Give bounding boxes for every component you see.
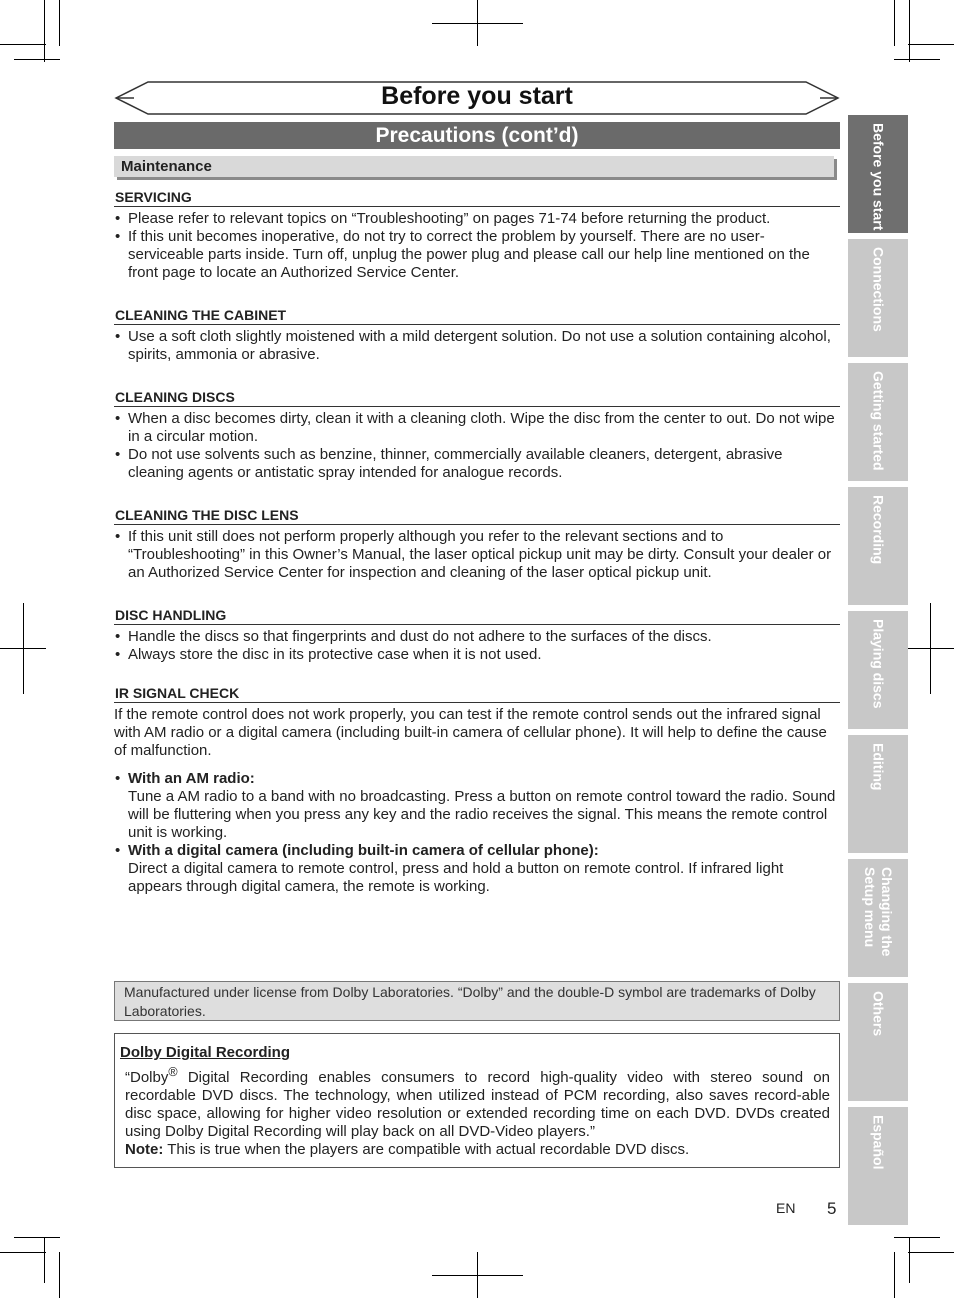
item-text: Tune a AM radio to a band with no broadcasting. Press a button on remote control toward the radio. Sound will be fluttering when you press any key and the radio receives the signal. This means the remote control unit is working. <box>128 788 836 841</box>
maintenance-label: Maintenance <box>114 156 834 177</box>
tab-label: Recording <box>870 495 887 565</box>
list-item <box>114 842 840 896</box>
section-heading: CLEANING THE CABINET <box>114 304 840 325</box>
dolby-title: Dolby Digital Recording <box>120 1044 291 1061</box>
page-number: 5 <box>827 1199 837 1218</box>
tab-label: Español <box>870 1115 887 1170</box>
dolby-box <box>114 1033 840 1168</box>
title-banner <box>114 80 840 116</box>
dolby-body <box>120 1063 830 1141</box>
ir-intro: If the remote control does not work properly, you can test if the remote control sends out the infrared signal with AM radio or a digital camera (including built-in camera of cellular phone). It will help to define the cause of malfunction. <box>114 706 827 759</box>
license-notice: Manufactured under license from Dolby Laboratories. “Dolby” and the double-D symbol are trademarks of Dolby Laboratories. <box>114 981 840 1021</box>
section-heading: DISC HANDLING <box>114 604 840 625</box>
tab-getting-started[interactable] <box>848 363 908 481</box>
tab-label: Editing <box>870 743 887 791</box>
tab-before-you-start[interactable] <box>848 115 908 233</box>
tab-label: Connections <box>870 247 887 332</box>
tab-label: Before you start <box>870 123 887 231</box>
list-item: • Always store the disc in its protective case when it is not used. <box>114 646 840 664</box>
list-item: • Use a soft cloth slightly moistened with a mild detergent solution. Do not use a solution containing alcohol, spirits, ammonia or abrasive. <box>114 328 840 364</box>
servicing-section <box>114 186 840 282</box>
item-text: Direct a digital camera to remote control, press and hold a button on remote control. If infrared light appears through digital camera, the remote is working. <box>128 860 784 895</box>
list-item: • If this unit still does not perform properly although you refer to the relevant sections and to “Troubleshooting” in this Owner’s Manual, the laser optical pickup unit may be dirty. Consult your dealer or an Authorized Service Center for inspection and cleaning of the laser optical pickup unit. <box>114 528 840 582</box>
list-item: • Handle the discs so that fingerprints and dust do not adhere to the surfaces of the discs. <box>114 628 840 646</box>
tab-espanol[interactable] <box>848 1107 908 1225</box>
tab-label: Getting started <box>870 371 887 471</box>
tab-label: Changing the Setup menu <box>862 867 895 957</box>
page-title: Before you start <box>381 82 573 110</box>
tab-others[interactable] <box>848 983 908 1101</box>
section-heading: CLEANING THE DISC LENS <box>114 504 840 525</box>
section-heading: SERVICING <box>114 186 840 207</box>
list-item: • When a disc becomes dirty, clean it with a cleaning cloth. Wipe the disc from the center to out. Do not wipe in a circular motion. <box>114 410 840 446</box>
dolby-note <box>120 1141 830 1159</box>
section-heading: CLEANING DISCS <box>114 386 840 407</box>
tab-label: Playing discs <box>870 619 887 709</box>
tab-editing[interactable] <box>848 735 908 853</box>
cleaning-lens-section <box>114 504 840 582</box>
list-item <box>114 770 840 842</box>
dolby-quote: “Dolby <box>125 1069 169 1086</box>
tab-recording[interactable] <box>848 487 908 605</box>
content <box>114 186 840 896</box>
tab-connections[interactable] <box>848 239 908 357</box>
item-title: • With a digital camera (including built-in camera of cellular phone): <box>128 842 599 859</box>
section-title: Precautions (cont’d) <box>114 122 840 149</box>
tab-playing-discs[interactable] <box>848 611 908 729</box>
list-item: • If this unit becomes inoperative, do not try to correct the problem by yourself. There are no user-serviceable parts inside. Turn off, unplug the power plug and please call our help line mentioned on the front page to locate an Authorized Service Center. <box>114 228 840 282</box>
list-item: • Do not use solvents such as benzine, thinner, commercially available cleaners, detergent, abrasive cleaning agents or antistatic spray intended for analogue records. <box>114 446 840 482</box>
cleaning-discs-section <box>114 386 840 482</box>
registered-mark: ® <box>168 1065 178 1079</box>
item-title: • With an AM radio: <box>128 770 255 787</box>
note-label: Note: <box>125 1141 164 1158</box>
cleaning-cabinet-section <box>114 304 840 364</box>
list-item: • Please refer to relevant topics on “Troubleshooting” on pages 71-74 before returning the product. <box>114 210 840 228</box>
section-heading: IR SIGNAL CHECK <box>114 682 840 703</box>
dolby-text: Digital Recording enables consumers to record high-quality video with stereo sound on recordable DVD discs. The technology, when utilized instead of PCM recording, also saves record-able disc space, allowing for higher video resolution or extended recording time on each DVD. DVDs created using Dolby Digital Recording will play back on all DVD-Video players.” <box>125 1069 830 1140</box>
ir-signal-section <box>114 682 840 896</box>
tab-label: Others <box>870 991 887 1037</box>
tab-setup-menu[interactable] <box>848 859 908 977</box>
note-text: This is true when the players are compatible with actual recordable DVD discs. <box>163 1141 690 1158</box>
language-code: EN <box>776 1200 796 1216</box>
disc-handling-section <box>114 604 840 664</box>
